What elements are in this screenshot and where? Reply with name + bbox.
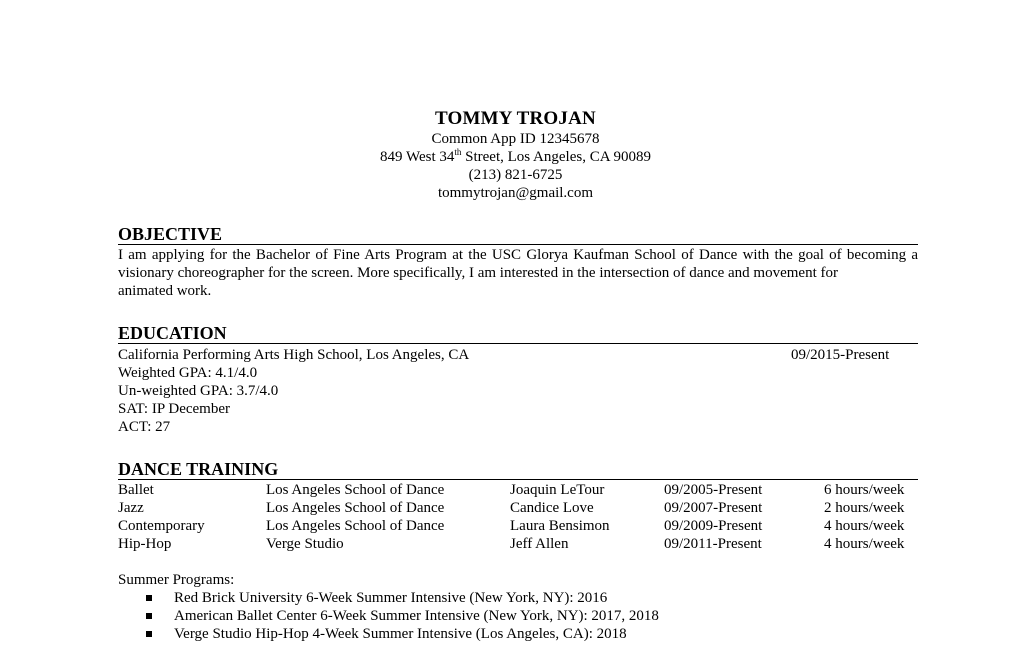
address-street-number: 849 West 34 <box>380 149 455 165</box>
education-detail: Un-weighted GPA: 3.7/4.0 <box>118 383 279 399</box>
dance-teacher: Laura Bensimon <box>510 518 610 534</box>
education-school-row <box>118 346 918 364</box>
education-section <box>118 346 918 436</box>
summer-programs-list <box>118 589 918 643</box>
dance-hours: 2 hours/week <box>824 500 905 516</box>
dance-style: Hip-Hop <box>118 536 172 552</box>
table-row <box>118 499 918 517</box>
education-dates: 09/2015-Present <box>791 347 890 363</box>
dance-dates: 09/2009-Present <box>664 518 763 534</box>
education-heading: EDUCATION <box>118 323 918 344</box>
dance-dates: 09/2007-Present <box>664 500 763 516</box>
summer-program-text: Verge Studio Hip-Hop 4-Week Summer Intensive (Los Angeles, CA): 2018 <box>174 626 627 642</box>
school-name: California Performing Arts High School, Los Angeles, CA <box>118 347 470 363</box>
education-detail: SAT: IP December <box>118 401 231 417</box>
dance-teacher: Candice Love <box>510 500 594 516</box>
address-ordinal: th <box>454 147 462 157</box>
table-row <box>118 517 918 535</box>
dance-school: Los Angeles School of Dance <box>266 482 445 498</box>
education-detail: Weighted GPA: 4.1/4.0 <box>118 365 258 381</box>
objective-line: visionary choreographer for the screen. More specifically, I am interested in the intersection of dance and movement for <box>118 265 838 281</box>
dance-school: Verge Studio <box>266 536 344 552</box>
dance-dates: 09/2005-Present <box>664 482 763 498</box>
dance-training-heading: DANCE TRAINING <box>118 459 918 480</box>
dance-style: Ballet <box>118 482 154 498</box>
email-address: tommytrojan@gmail.com <box>437 185 594 201</box>
objective-text <box>118 246 918 300</box>
common-app-id: Common App ID 12345678 <box>431 131 600 147</box>
dance-teacher: Joaquin LeTour <box>510 482 605 498</box>
applicant-name: TOMMY TROJAN <box>435 108 596 129</box>
bullet-icon <box>146 595 152 601</box>
resume-header <box>0 108 1031 202</box>
phone-number: (213) 821-6725 <box>468 167 563 183</box>
dance-style: Jazz <box>118 500 144 516</box>
list-item <box>118 589 918 607</box>
objective-line: animated work. <box>118 283 212 299</box>
dance-training-table <box>118 481 918 553</box>
bullet-icon <box>146 631 152 637</box>
dance-school: Los Angeles School of Dance <box>266 518 445 534</box>
education-detail: ACT: 27 <box>118 419 171 435</box>
bullet-icon <box>146 613 152 619</box>
summer-program-text: American Ballet Center 6-Week Summer Intensive (New York, NY): 2017, 2018 <box>174 608 659 624</box>
summer-programs <box>118 571 918 643</box>
list-item <box>118 625 918 643</box>
table-row <box>118 481 918 499</box>
dance-style: Contemporary <box>118 518 205 534</box>
address-rest: Street, Los Angeles, CA 90089 <box>461 149 651 165</box>
objective-heading: OBJECTIVE <box>118 224 918 245</box>
dance-hours: 4 hours/week <box>824 518 905 534</box>
summer-programs-label: Summer Programs: <box>118 572 235 588</box>
dance-hours: 6 hours/week <box>824 482 905 498</box>
objective-line: I am applying for the Bachelor of Fine Arts Program at the USC Glorya Kaufman School of Dance with the goal of becoming a <box>118 247 918 263</box>
dance-teacher: Jeff Allen <box>510 536 569 552</box>
summer-program-text: Red Brick University 6-Week Summer Intensive (New York, NY): 2016 <box>174 590 608 606</box>
address <box>0 148 1031 166</box>
dance-hours: 4 hours/week <box>824 536 905 552</box>
dance-school: Los Angeles School of Dance <box>266 500 445 516</box>
list-item <box>118 607 918 625</box>
dance-dates: 09/2011-Present <box>664 536 762 552</box>
table-row <box>118 535 918 553</box>
